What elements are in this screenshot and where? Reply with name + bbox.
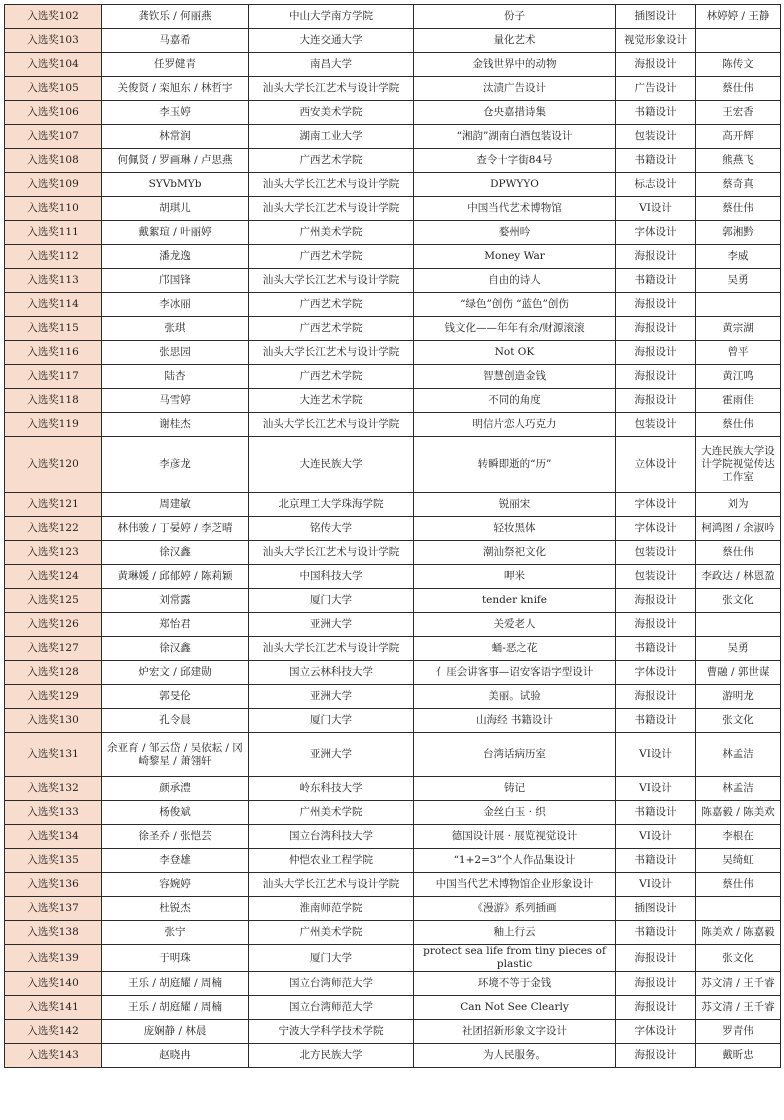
teacher-cell: 郭湘黔 — [696, 221, 781, 245]
category-cell: 字体设计 — [616, 661, 696, 685]
category-cell: 字体设计 — [616, 493, 696, 517]
teacher-cell: 李根在 — [696, 825, 781, 849]
table-row — [5, 733, 781, 777]
category-cell: 字体设计 — [616, 1020, 696, 1044]
title-cell: 转瞬即逝的“历” — [414, 437, 616, 493]
award-cell: 入选奖126 — [5, 613, 102, 637]
table-row — [5, 873, 781, 897]
teacher-cell: 黄江鸣 — [696, 365, 781, 389]
teacher-cell — [696, 613, 781, 637]
award-cell: 入选奖123 — [5, 541, 102, 565]
school-cell: 淮南师范学院 — [249, 897, 414, 921]
award-cell: 入选奖139 — [5, 945, 102, 972]
teacher-cell: 吴绮虹 — [696, 849, 781, 873]
teacher-cell: 张文化 — [696, 945, 781, 972]
award-cell: 入选奖124 — [5, 565, 102, 589]
school-cell: 国立台湾科技大学 — [249, 825, 414, 849]
award-cell: 入选奖112 — [5, 245, 102, 269]
school-cell: 北京理工大学珠海学院 — [249, 493, 414, 517]
table-row — [5, 413, 781, 437]
title-cell: Can Not See Clearly — [414, 996, 616, 1020]
teacher-cell: 李政达 / 林恩盈 — [696, 565, 781, 589]
table-row — [5, 317, 781, 341]
school-cell: 宁波大学科学技术学院 — [249, 1020, 414, 1044]
category-cell: VI设计 — [616, 197, 696, 221]
category-cell: 海报设计 — [616, 972, 696, 996]
authors-cell: 周建敏 — [102, 493, 249, 517]
school-cell: 湖南工业大学 — [249, 125, 414, 149]
table-row — [5, 341, 781, 365]
school-cell: 中国科技大学 — [249, 565, 414, 589]
title-cell: DPWYYO — [414, 173, 616, 197]
table-row — [5, 53, 781, 77]
authors-cell: 张宁 — [102, 921, 249, 945]
school-cell: 厦门大学 — [249, 589, 414, 613]
category-cell: 广告设计 — [616, 77, 696, 101]
category-cell: 插图设计 — [616, 5, 696, 29]
teacher-cell: 罗青伟 — [696, 1020, 781, 1044]
authors-cell: 徐圣乔 / 张恺芸 — [102, 825, 249, 849]
category-cell: 海报设计 — [616, 613, 696, 637]
school-cell: 厦门大学 — [249, 709, 414, 733]
authors-cell: 庞娴静 / 林晨 — [102, 1020, 249, 1044]
table-row — [5, 589, 781, 613]
category-cell: 海报设计 — [616, 53, 696, 77]
title-cell: 亻厓会讲客事—诏安客语字型设计 — [414, 661, 616, 685]
table-row — [5, 125, 781, 149]
category-cell: 书籍设计 — [616, 101, 696, 125]
school-cell: 大连民族大学 — [249, 437, 414, 493]
school-cell: 大连交通大学 — [249, 29, 414, 53]
category-cell: 立体设计 — [616, 437, 696, 493]
school-cell: 北方民族大学 — [249, 1044, 414, 1068]
authors-cell: 刘常露 — [102, 589, 249, 613]
award-cell: 入选奖140 — [5, 972, 102, 996]
award-cell: 入选奖117 — [5, 365, 102, 389]
category-cell: 包装设计 — [616, 565, 696, 589]
award-cell: 入选奖134 — [5, 825, 102, 849]
teacher-cell: 高开辉 — [696, 125, 781, 149]
teacher-cell: 张文化 — [696, 589, 781, 613]
teacher-cell: 陈传文 — [696, 53, 781, 77]
school-cell: 国立云林科技大学 — [249, 661, 414, 685]
category-cell: 书籍设计 — [616, 801, 696, 825]
teacher-cell: 林婷婷 / 王静 — [696, 5, 781, 29]
table-row — [5, 921, 781, 945]
table-row — [5, 77, 781, 101]
teacher-cell: 陈美欢 / 陈嘉毅 — [696, 921, 781, 945]
title-cell: 环境不等于金钱 — [414, 972, 616, 996]
table-row — [5, 437, 781, 493]
teacher-cell: 曾平 — [696, 341, 781, 365]
category-cell: 书籍设计 — [616, 637, 696, 661]
teacher-cell: 游明龙 — [696, 685, 781, 709]
authors-cell: 赵晓冉 — [102, 1044, 249, 1068]
award-cell: 入选奖110 — [5, 197, 102, 221]
teacher-cell: 蔡仕伟 — [696, 873, 781, 897]
category-cell: 包装设计 — [616, 125, 696, 149]
title-cell: 金丝白玉 · 织 — [414, 801, 616, 825]
authors-cell: 李登雄 — [102, 849, 249, 873]
teacher-cell: 张文化 — [696, 709, 781, 733]
award-cell: 入选奖118 — [5, 389, 102, 413]
authors-cell: 胡琪儿 — [102, 197, 249, 221]
teacher-cell: 熊燕飞 — [696, 149, 781, 173]
category-cell: VI设计 — [616, 777, 696, 801]
school-cell: 汕头大学长江艺术与设计学院 — [249, 77, 414, 101]
authors-cell: 余亚育 / 邹云岱 / 吴依耘 / 冈崎黎星 / 萧翎轩 — [102, 733, 249, 777]
authors-cell: 容婉婷 — [102, 873, 249, 897]
category-cell: 插图设计 — [616, 897, 696, 921]
school-cell: 中山大学南方学院 — [249, 5, 414, 29]
category-cell: 海报设计 — [616, 389, 696, 413]
school-cell: 汕头大学长江艺术与设计学院 — [249, 197, 414, 221]
category-cell: 字体设计 — [616, 221, 696, 245]
category-cell: 视觉形象设计 — [616, 29, 696, 53]
authors-cell: 杨俊斌 — [102, 801, 249, 825]
table-row — [5, 565, 781, 589]
authors-cell: 邝国锋 — [102, 269, 249, 293]
category-cell: 字体设计 — [616, 517, 696, 541]
category-cell: 包装设计 — [616, 413, 696, 437]
school-cell: 汕头大学长江艺术与设计学院 — [249, 173, 414, 197]
title-cell: 明信片恋人巧克力 — [414, 413, 616, 437]
teacher-cell: 苏文清 / 王千睿 — [696, 996, 781, 1020]
award-cell: 入选奖106 — [5, 101, 102, 125]
award-cell: 入选奖132 — [5, 777, 102, 801]
school-cell: 广州美术学院 — [249, 921, 414, 945]
title-cell: 山海经 书籍设计 — [414, 709, 616, 733]
school-cell: 广西艺术学院 — [249, 245, 414, 269]
title-cell: 《漫游》系列插画 — [414, 897, 616, 921]
title-cell: 婺州吟 — [414, 221, 616, 245]
teacher-cell: 陈嘉毅 / 陈美欢 — [696, 801, 781, 825]
award-cell: 入选奖114 — [5, 293, 102, 317]
authors-cell: 于明珠 — [102, 945, 249, 972]
authors-cell: 马嘉希 — [102, 29, 249, 53]
title-cell: 台湾话病历室 — [414, 733, 616, 777]
school-cell: 西安美术学院 — [249, 101, 414, 125]
school-cell: 汕头大学长江艺术与设计学院 — [249, 269, 414, 293]
authors-cell: 何佩贤 / 罗画琳 / 卢思燕 — [102, 149, 249, 173]
title-cell: 中国当代艺术博物馆 — [414, 197, 616, 221]
category-cell: 海报设计 — [616, 293, 696, 317]
authors-cell: 李冰丽 — [102, 293, 249, 317]
table-row — [5, 245, 781, 269]
teacher-cell: 刘为 — [696, 493, 781, 517]
school-cell: 广西艺术学院 — [249, 317, 414, 341]
title-cell: 自由的诗人 — [414, 269, 616, 293]
award-cell: 入选奖141 — [5, 996, 102, 1020]
title-cell: 釉上行云 — [414, 921, 616, 945]
award-cell: 入选奖136 — [5, 873, 102, 897]
teacher-cell: 蔡仕伟 — [696, 197, 781, 221]
school-cell: 国立台湾师范大学 — [249, 972, 414, 996]
award-cell: 入选奖119 — [5, 413, 102, 437]
award-cell: 入选奖115 — [5, 317, 102, 341]
table-row — [5, 173, 781, 197]
award-cell: 入选奖125 — [5, 589, 102, 613]
title-cell: tender knife — [414, 589, 616, 613]
table-row — [5, 801, 781, 825]
school-cell: 南昌大学 — [249, 53, 414, 77]
title-cell: Not OK — [414, 341, 616, 365]
teacher-cell: 苏文清 / 王千睿 — [696, 972, 781, 996]
teacher-cell: 李威 — [696, 245, 781, 269]
table-row — [5, 897, 781, 921]
category-cell: VI设计 — [616, 733, 696, 777]
school-cell: 铭传大学 — [249, 517, 414, 541]
table-row — [5, 613, 781, 637]
school-cell: 广州美术学院 — [249, 801, 414, 825]
category-cell: 书籍设计 — [616, 921, 696, 945]
award-cell: 入选奖108 — [5, 149, 102, 173]
table-row — [5, 825, 781, 849]
award-table — [4, 4, 781, 1068]
authors-cell: 黄琳媛 / 邱郁婷 / 陈莉颖 — [102, 565, 249, 589]
title-cell: 钱文化——年年有余/财源滚滚 — [414, 317, 616, 341]
category-cell: 海报设计 — [616, 317, 696, 341]
award-cell: 入选奖104 — [5, 53, 102, 77]
teacher-cell — [696, 897, 781, 921]
school-cell: 岭东科技大学 — [249, 777, 414, 801]
authors-cell: 郑怡君 — [102, 613, 249, 637]
category-cell: 海报设计 — [616, 1044, 696, 1068]
award-cell: 入选奖109 — [5, 173, 102, 197]
title-cell: 份子 — [414, 5, 616, 29]
title-cell: 仓央嘉措诗集 — [414, 101, 616, 125]
authors-cell: 张思园 — [102, 341, 249, 365]
table-row — [5, 1044, 781, 1068]
title-cell: “绿色”创伤 “蓝色”创伤 — [414, 293, 616, 317]
award-cell: 入选奖113 — [5, 269, 102, 293]
authors-cell: 龚钦乐 / 何丽燕 — [102, 5, 249, 29]
table-row — [5, 365, 781, 389]
teacher-cell: 林孟洁 — [696, 733, 781, 777]
award-cell: 入选奖128 — [5, 661, 102, 685]
category-cell: 书籍设计 — [616, 149, 696, 173]
title-cell: protect sea life from tiny pieces of plastic — [414, 945, 616, 972]
school-cell: 广州美术学院 — [249, 221, 414, 245]
authors-cell: 戴絮瑄 / 叶丽婷 — [102, 221, 249, 245]
authors-cell: 马雪婷 — [102, 389, 249, 413]
authors-cell: 徐汉鑫 — [102, 541, 249, 565]
table-row — [5, 389, 781, 413]
table-row — [5, 1020, 781, 1044]
award-table-body — [5, 5, 781, 1068]
title-cell: 蛹-恶之花 — [414, 637, 616, 661]
title-cell: 德国设计展 · 展览视觉设计 — [414, 825, 616, 849]
award-cell: 入选奖102 — [5, 5, 102, 29]
authors-cell: 王乐 / 胡庭耀 / 周楠 — [102, 972, 249, 996]
authors-cell: 炉宏文 / 邱建勋 — [102, 661, 249, 685]
table-row — [5, 777, 781, 801]
category-cell: 书籍设计 — [616, 709, 696, 733]
authors-cell: 林伟骏 / 丁晏婷 / 李芝晴 — [102, 517, 249, 541]
category-cell: VI设计 — [616, 825, 696, 849]
table-row — [5, 5, 781, 29]
award-cell: 入选奖116 — [5, 341, 102, 365]
title-cell: 呷米 — [414, 565, 616, 589]
teacher-cell: 林孟洁 — [696, 777, 781, 801]
title-cell: 金钱世界中的动物 — [414, 53, 616, 77]
award-cell: 入选奖129 — [5, 685, 102, 709]
table-row — [5, 293, 781, 317]
authors-cell: 潘龙逸 — [102, 245, 249, 269]
category-cell: 海报设计 — [616, 589, 696, 613]
school-cell: 仲恺农业工程学院 — [249, 849, 414, 873]
authors-cell: 孔令晨 — [102, 709, 249, 733]
category-cell: 海报设计 — [616, 685, 696, 709]
teacher-cell: 曹融 / 郭世谋 — [696, 661, 781, 685]
teacher-cell: 王宏香 — [696, 101, 781, 125]
teacher-cell: 戴昕忠 — [696, 1044, 781, 1068]
table-row — [5, 996, 781, 1020]
table-row — [5, 149, 781, 173]
teacher-cell: 柯鸿图 / 余淑吟 — [696, 517, 781, 541]
title-cell: 量化艺术 — [414, 29, 616, 53]
category-cell: 书籍设计 — [616, 269, 696, 293]
authors-cell: 李玉婷 — [102, 101, 249, 125]
award-cell: 入选奖107 — [5, 125, 102, 149]
award-cell: 入选奖138 — [5, 921, 102, 945]
teacher-cell: 吴勇 — [696, 637, 781, 661]
award-cell: 入选奖133 — [5, 801, 102, 825]
authors-cell: 张琪 — [102, 317, 249, 341]
award-cell: 入选奖143 — [5, 1044, 102, 1068]
category-cell: 海报设计 — [616, 945, 696, 972]
award-cell: 入选奖142 — [5, 1020, 102, 1044]
school-cell: 大连艺术学院 — [249, 389, 414, 413]
title-cell: 锐丽宋 — [414, 493, 616, 517]
school-cell: 亚洲大学 — [249, 733, 414, 777]
category-cell: 海报设计 — [616, 341, 696, 365]
authors-cell: 李彦龙 — [102, 437, 249, 493]
award-cell: 入选奖120 — [5, 437, 102, 493]
title-cell: 铸记 — [414, 777, 616, 801]
award-cell: 入选奖135 — [5, 849, 102, 873]
title-cell: 社团招新形象文字设计 — [414, 1020, 616, 1044]
category-cell: 海报设计 — [616, 996, 696, 1020]
school-cell: 国立台湾师范大学 — [249, 996, 414, 1020]
table-row — [5, 197, 781, 221]
school-cell: 汕头大学长江艺术与设计学院 — [249, 637, 414, 661]
award-cell: 入选奖127 — [5, 637, 102, 661]
category-cell: 包装设计 — [616, 541, 696, 565]
category-cell: 海报设计 — [616, 245, 696, 269]
school-cell: 亚洲大学 — [249, 685, 414, 709]
authors-cell: 谢桂杰 — [102, 413, 249, 437]
school-cell: 广西艺术学院 — [249, 365, 414, 389]
school-cell: 广西艺术学院 — [249, 149, 414, 173]
table-row — [5, 541, 781, 565]
table-row — [5, 709, 781, 733]
school-cell: 汕头大学长江艺术与设计学院 — [249, 413, 414, 437]
table-row — [5, 685, 781, 709]
authors-cell: 林常润 — [102, 125, 249, 149]
authors-cell: 王乐 / 胡庭耀 / 周楠 — [102, 996, 249, 1020]
title-cell: 汰渍广告设计 — [414, 77, 616, 101]
title-cell: 查令十字街84号 — [414, 149, 616, 173]
title-cell: 轻妆黑体 — [414, 517, 616, 541]
table-row — [5, 945, 781, 972]
table-row — [5, 849, 781, 873]
award-cell: 入选奖122 — [5, 517, 102, 541]
table-row — [5, 972, 781, 996]
table-row — [5, 637, 781, 661]
category-cell: 海报设计 — [616, 365, 696, 389]
table-row — [5, 101, 781, 125]
authors-cell: SYVbMYb — [102, 173, 249, 197]
title-cell: 不同的角度 — [414, 389, 616, 413]
school-cell: 汕头大学长江艺术与设计学院 — [249, 341, 414, 365]
table-row — [5, 493, 781, 517]
award-cell: 入选奖111 — [5, 221, 102, 245]
award-cell: 入选奖131 — [5, 733, 102, 777]
teacher-cell: 蔡仕伟 — [696, 413, 781, 437]
teacher-cell: 蔡仕伟 — [696, 77, 781, 101]
title-cell: 智慧创造金钱 — [414, 365, 616, 389]
table-row — [5, 269, 781, 293]
category-cell: 标志设计 — [616, 173, 696, 197]
title-cell: 潮汕祭祀文化 — [414, 541, 616, 565]
category-cell: 书籍设计 — [616, 849, 696, 873]
table-row — [5, 29, 781, 53]
title-cell: 为人民服务。 — [414, 1044, 616, 1068]
teacher-cell: 大连民族大学设计学院视觉传达工作室 — [696, 437, 781, 493]
teacher-cell: 蔡仕伟 — [696, 541, 781, 565]
authors-cell: 关俊贤 / 栾旭东 / 林哲宇 — [102, 77, 249, 101]
title-cell: 关爱老人 — [414, 613, 616, 637]
category-cell: VI设计 — [616, 873, 696, 897]
authors-cell: 郭旻伦 — [102, 685, 249, 709]
teacher-cell: 吴勇 — [696, 269, 781, 293]
authors-cell: 任罗健青 — [102, 53, 249, 77]
authors-cell: 徐汉鑫 — [102, 637, 249, 661]
school-cell: 厦门大学 — [249, 945, 414, 972]
table-row — [5, 661, 781, 685]
teacher-cell: 黄宗湖 — [696, 317, 781, 341]
award-cell: 入选奖121 — [5, 493, 102, 517]
teacher-cell — [696, 29, 781, 53]
table-row — [5, 517, 781, 541]
award-cell: 入选奖130 — [5, 709, 102, 733]
authors-cell: 陆杏 — [102, 365, 249, 389]
title-cell: “湘韵”湖南白酒包装设计 — [414, 125, 616, 149]
authors-cell: 杜锐杰 — [102, 897, 249, 921]
award-cell: 入选奖105 — [5, 77, 102, 101]
table-row — [5, 221, 781, 245]
title-cell: Money War — [414, 245, 616, 269]
title-cell: 美丽。试验 — [414, 685, 616, 709]
title-cell: 中国当代艺术博物馆企业形象设计 — [414, 873, 616, 897]
school-cell: 亚洲大学 — [249, 613, 414, 637]
award-cell: 入选奖103 — [5, 29, 102, 53]
school-cell: 汕头大学长江艺术与设计学院 — [249, 873, 414, 897]
school-cell: 汕头大学长江艺术与设计学院 — [249, 541, 414, 565]
teacher-cell — [696, 293, 781, 317]
award-cell: 入选奖137 — [5, 897, 102, 921]
title-cell: “1+2=3”个人作品集设计 — [414, 849, 616, 873]
authors-cell: 颜承澧 — [102, 777, 249, 801]
teacher-cell: 霍雨佳 — [696, 389, 781, 413]
school-cell: 广西艺术学院 — [249, 293, 414, 317]
teacher-cell: 蔡奇真 — [696, 173, 781, 197]
